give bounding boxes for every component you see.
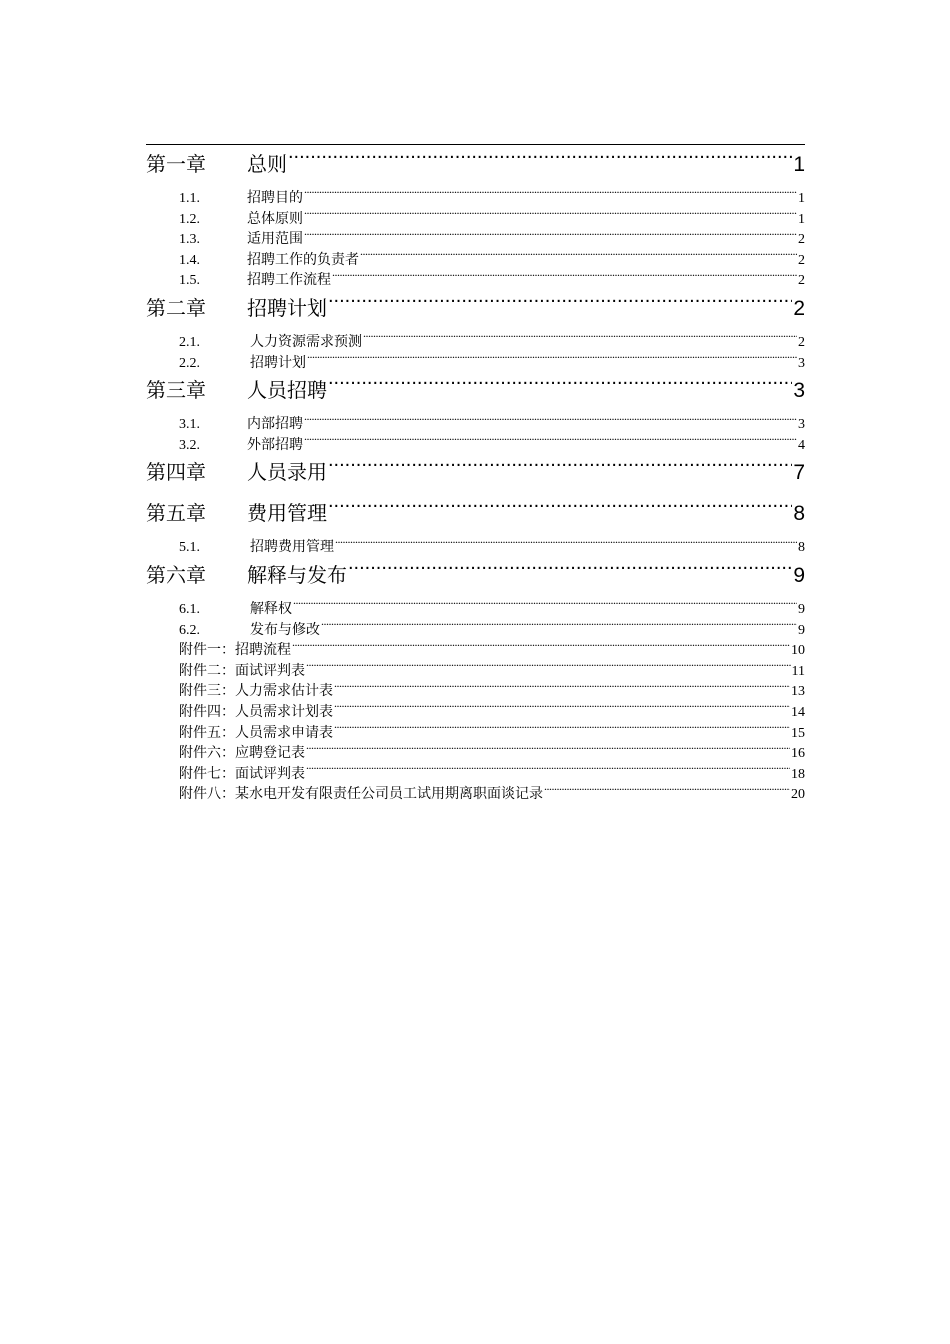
toc-chapter-6[interactable] [146, 558, 805, 592]
toc-section-1-3[interactable] [146, 229, 805, 250]
page-number: 14 [791, 704, 805, 720]
toc-section-6-1[interactable] [146, 599, 805, 620]
dot-leader [304, 229, 797, 243]
chapter-title: 人员录用 [247, 460, 327, 485]
appendix-title: 附件四：人员需求计划表 [179, 703, 333, 720]
section-title: 解释权 [250, 600, 292, 617]
toc-chapter-2[interactable] [146, 291, 805, 325]
toc-appendix-2[interactable] [146, 661, 805, 682]
section-number: 1.2. [179, 211, 200, 227]
section-title: 外部招聘 [247, 436, 303, 453]
toc-appendix-7[interactable] [146, 764, 805, 785]
toc-appendix-3[interactable] [146, 681, 805, 702]
page-number: 16 [791, 746, 805, 762]
dot-leader [348, 562, 792, 582]
section-number: 3.2. [179, 437, 200, 453]
dot-leader [334, 702, 790, 716]
table-of-contents [146, 144, 805, 805]
chapter-number: 第六章 [146, 562, 206, 587]
page-number: 2 [798, 334, 805, 350]
section-number: 6.1. [179, 601, 200, 617]
dot-leader [292, 640, 790, 654]
page-number: 11 [791, 663, 805, 679]
dot-leader [328, 295, 792, 315]
appendix-title: 附件五：人员需求申请表 [179, 724, 333, 741]
chapter-number: 第二章 [146, 295, 206, 320]
section-number: 1.3. [179, 232, 200, 248]
dot-leader [306, 743, 790, 757]
chapter-number: 第四章 [146, 460, 206, 485]
dot-leader [544, 784, 790, 798]
section-title: 招聘目的 [247, 190, 303, 206]
section-number: 2.1. [179, 334, 200, 350]
page-number: 15 [791, 725, 805, 741]
toc-appendix-6[interactable] [146, 743, 805, 764]
toc-appendix-8[interactable] [146, 784, 805, 805]
dot-leader [363, 332, 797, 346]
dot-leader [306, 661, 791, 675]
toc-section-3-1[interactable] [146, 414, 805, 435]
chapter-number: 第三章 [146, 378, 206, 403]
toc-appendix-4[interactable] [146, 702, 805, 723]
chapter-number: 第一章 [146, 152, 206, 176]
chapter-title: 费用管理 [247, 501, 327, 526]
toc-section-5-1[interactable] [146, 537, 805, 558]
toc-section-1-2[interactable] [146, 209, 805, 230]
dot-leader [328, 459, 792, 479]
page-number: 18 [791, 766, 805, 782]
dot-leader [304, 435, 797, 449]
appendix-title: 附件一：招聘流程 [179, 642, 291, 659]
page-number: 8 [793, 502, 805, 526]
toc-section-2-2[interactable] [146, 353, 805, 374]
section-number: 1.1. [179, 191, 200, 206]
dot-leader [304, 414, 797, 428]
appendix-title: 附件三：人力需求估计表 [179, 683, 333, 700]
section-number: 3.1. [179, 417, 200, 433]
section-number: 6.2. [179, 622, 200, 638]
section-number: 2.2. [179, 355, 200, 371]
dot-leader [304, 188, 797, 202]
toc-appendix-1[interactable] [146, 640, 805, 661]
section-number: 5.1. [179, 540, 200, 556]
dot-leader [360, 250, 797, 264]
page-number: 2 [798, 273, 805, 289]
page-number: 4 [798, 437, 805, 453]
toc-section-1-1[interactable] [146, 188, 805, 209]
dot-leader [328, 377, 792, 397]
page-number: 13 [791, 684, 805, 700]
toc-section-1-5[interactable] [146, 270, 805, 291]
page-number: 3 [798, 417, 805, 433]
page-number: 2 [793, 296, 805, 320]
page-number: 1 [798, 211, 805, 227]
appendix-title: 附件八：某水电开发有限责任公司员工试用期离职面谈记录 [179, 786, 543, 803]
dot-leader [288, 151, 792, 171]
toc-chapter-4[interactable] [146, 455, 805, 489]
section-title: 招聘费用管理 [250, 539, 334, 556]
page-number: 1 [793, 153, 805, 176]
section-title: 适用范围 [247, 231, 303, 248]
section-title: 发布与修改 [250, 621, 320, 638]
section-title: 人力资源需求预测 [250, 333, 362, 350]
page-number: 9 [798, 622, 805, 638]
toc-appendix-5[interactable] [146, 723, 805, 744]
page-number: 2 [798, 252, 805, 268]
page-number: 9 [798, 601, 805, 617]
appendix-title: 附件七：面试评判表 [179, 765, 305, 782]
section-number: 1.5. [179, 273, 200, 289]
dot-leader [332, 270, 797, 284]
page-number: 7 [793, 461, 805, 485]
page-number: 20 [791, 787, 805, 803]
dot-leader [306, 764, 790, 778]
page-number: 3 [793, 379, 805, 403]
section-title: 招聘工作的负责者 [247, 251, 359, 268]
toc-section-1-4[interactable] [146, 250, 805, 271]
chapter-title: 人员招聘 [247, 378, 327, 403]
page-number: 3 [798, 355, 805, 371]
chapter-title: 总则 [247, 152, 287, 176]
appendix-title: 附件六：应聘登记表 [179, 745, 305, 762]
dot-leader [334, 723, 790, 737]
dot-leader [304, 209, 797, 223]
page-number: 10 [791, 643, 805, 659]
chapter-title: 解释与发布 [247, 562, 347, 587]
dot-leader [307, 353, 797, 367]
section-title: 招聘工作流程 [247, 272, 331, 289]
chapter-number: 第五章 [146, 501, 206, 526]
page-number: 9 [793, 563, 805, 587]
dot-leader [334, 681, 790, 695]
toc-section-3-2[interactable] [146, 435, 805, 456]
dot-leader [321, 620, 797, 634]
toc-section-6-2[interactable] [146, 620, 805, 641]
page-number: 8 [798, 540, 805, 556]
section-title: 总体原则 [247, 210, 303, 227]
toc-section-2-1[interactable] [146, 332, 805, 353]
section-number: 1.4. [179, 252, 200, 268]
dot-leader [328, 500, 792, 520]
section-title: 招聘计划 [250, 354, 306, 371]
page-number: 1 [798, 191, 805, 206]
chapter-title: 招聘计划 [247, 295, 327, 320]
toc-chapter-3[interactable] [146, 373, 805, 407]
toc-chapter-1[interactable] [146, 147, 805, 181]
dot-leader [335, 537, 797, 551]
page-number: 2 [798, 232, 805, 248]
toc-chapter-5[interactable] [146, 496, 805, 530]
dot-leader [293, 599, 797, 613]
appendix-title: 附件二：面试评判表 [179, 662, 305, 679]
section-title: 内部招聘 [247, 416, 303, 433]
